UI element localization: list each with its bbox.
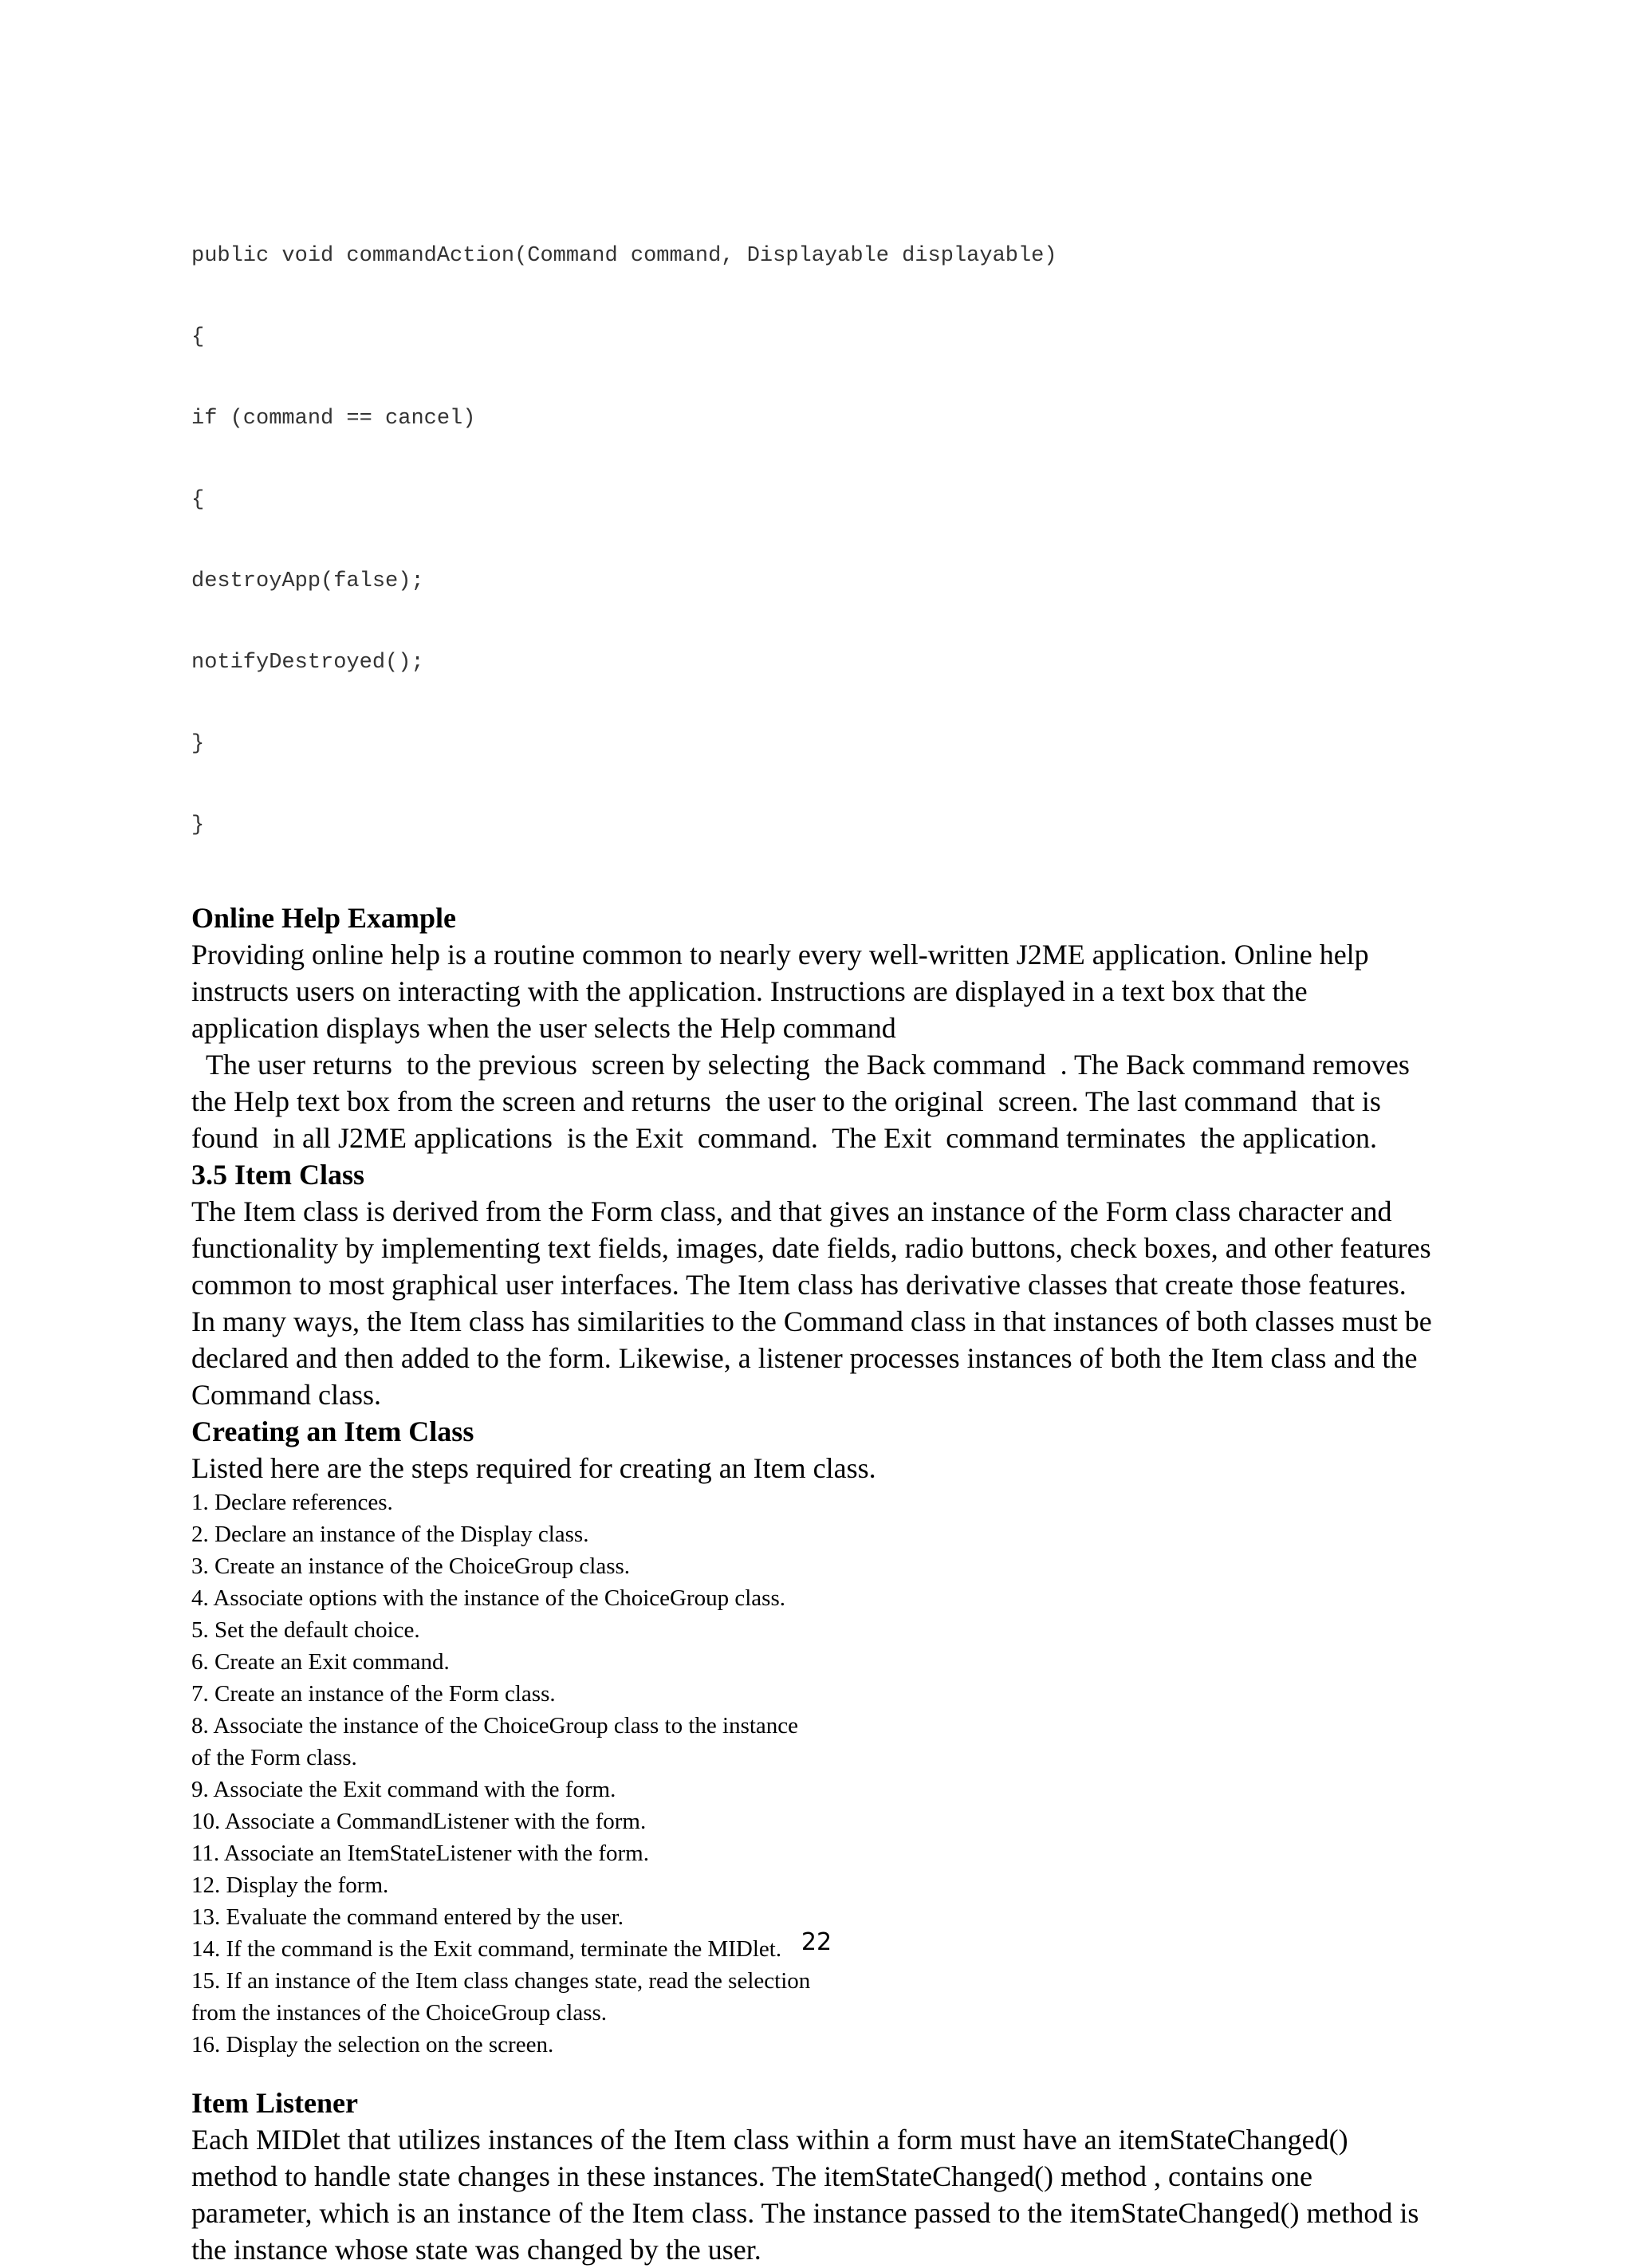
creating-item-class-heading: Creating an Item Class [191,1416,474,1447]
list-item: 4. Associate options with the instance of the ChoiceGroup class. [191,1585,785,1611]
list-item: 12. Display the form. [191,1872,389,1898]
list-item: 10. Associate a CommandListener with the form. [191,1809,647,1834]
item-class-paragraph-2: In many ways, the Item class has similarities to the Command class in that instances of both classes must be declared and then added to the form. Likewise, a listener processes instances of both the Item class and the Command class. [191,1305,1432,1411]
item-class-paragraph-1: The Item class is derived from the Form class, and that gives an instance of the Form class character and functionality by implementing text fields, images, date fields, radio buttons, check boxes, and other features common to most graphical user interfaces. The Item class has derivative classes that create those features. [191,1195,1431,1301]
online-help-paragraph-1: Providing online help is a routine common to nearly every well-written J2ME application. Online help instructs users on interacting with the application. Instructions are displayed in a text box that the application displays when the user selects the Help command [191,939,1369,1044]
online-help-paragraph-2: The user returns to the previous screen by selecting the Back command . The Back command removes the Help text box from the screen and returns the user to the original screen. The last command that is found in all J2ME applications is the Exit command. The Exit command terminates the application. [191,1049,1424,1154]
item-listener-paragraph: Each MIDlet that utilizes instances of the Item class within a form must have an itemStateChanged() method to handle state changes in these instances. The itemStateChanged() method , contains one parameter, which is an instance of the Item class. The instance passed to the itemStateChanged() method is the instance whose state was changed by the user. [191,2124,1419,2266]
online-help-heading: Online Help Example [191,902,457,934]
list-item: 1. Declare references. [191,1490,393,1515]
code-line: { [191,325,205,349]
code-line: notifyDestroyed(); [191,651,424,675]
list-item: 9. Associate the Exit command with the form. [191,1777,616,1802]
list-item: 7. Create an instance of the Form class. [191,1681,556,1707]
list-item: 3. Create an instance of the ChoiceGroup class. [191,1553,631,1579]
list-item: 6. Create an Exit command. [191,1649,450,1675]
list-item: 14. If the command is the Exit command, terminate the MIDlet. [191,1936,782,1962]
page-number: 22 [801,1928,832,1956]
code-line: } [191,732,205,756]
code-line: destroyApp(false); [191,569,424,593]
item-listener-heading: Item Listener [191,2087,358,2119]
list-item: 8. Associate the instance of the ChoiceGroup class to the instance [191,1713,799,1738]
code-line: { [191,488,205,512]
list-item: 15. If an instance of the Item class changes state, read the selection [191,1968,811,1994]
list-item: of the Form class. [191,1745,357,1770]
creating-intro: Listed here are the steps required for creating an Item class. [191,1452,876,1484]
list-item: from the instances of the ChoiceGroup class. [191,2000,608,2026]
code-line: public void commandAction(Command command, Displayable displayable) [191,244,1057,268]
code-block [191,188,1435,893]
list-item: 16. Display the selection on the screen. [191,2032,554,2057]
steps-list [191,1486,1435,2061]
list-item: 5. Set the default choice. [191,1617,420,1643]
code-line: if (command == cancel) [191,407,476,431]
list-item: 13. Evaluate the command entered by the user. [191,1904,624,1930]
code-line: } [191,813,205,837]
list-item: 2. Declare an instance of the Display class. [191,1522,589,1547]
list-item: 11. Associate an ItemStateListener with the form. [191,1841,649,1866]
item-class-heading: 3.5 Item Class [191,1159,364,1191]
